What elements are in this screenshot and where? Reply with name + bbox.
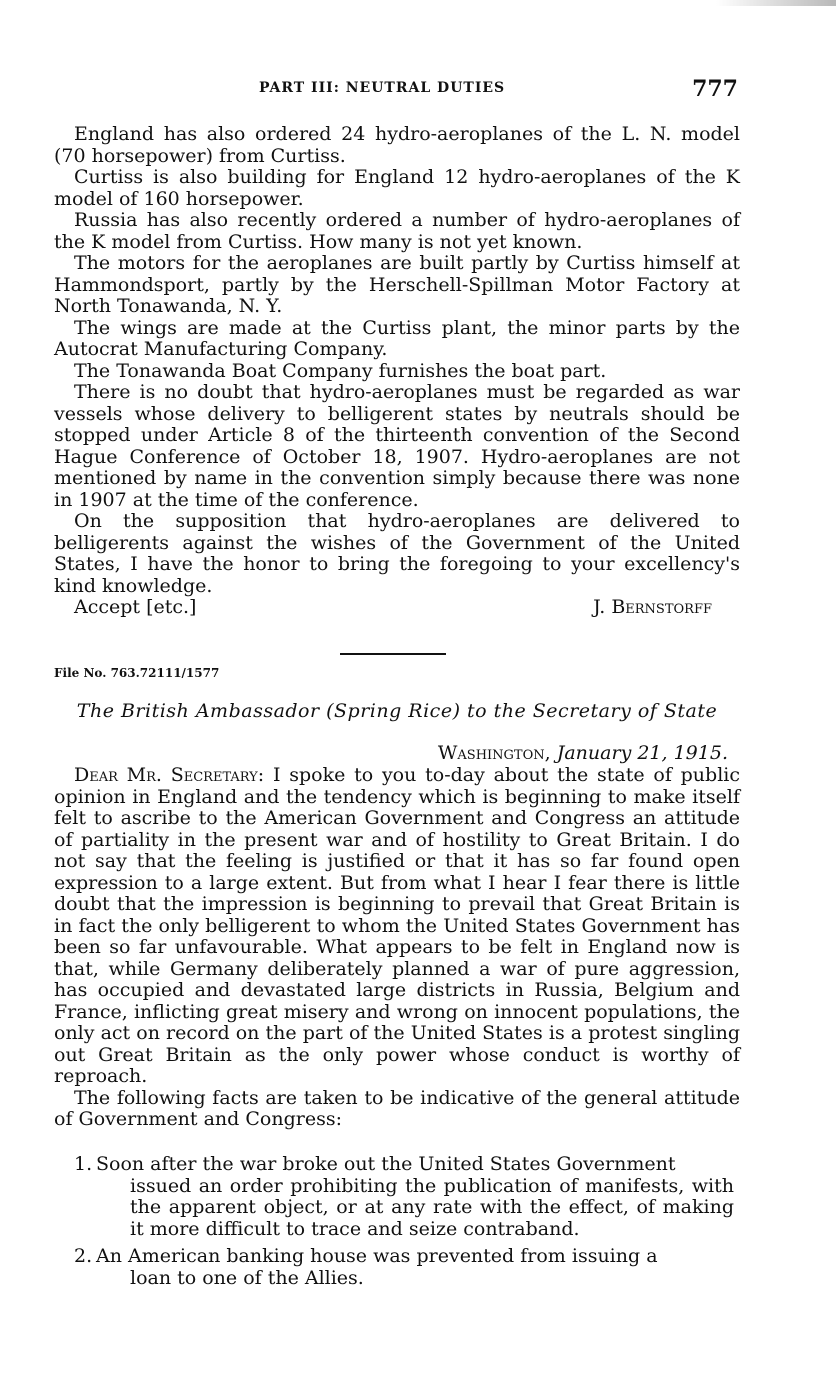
facts-list [74, 1154, 734, 1295]
paragraph: The wings are made at the Curtiss plant, the minor parts by the Autocrat Manufacturing Company. [54, 316, 740, 360]
scan-edge-artifact [716, 0, 836, 6]
dateline [438, 742, 728, 764]
document-title: The British Ambassador (Spring Rice) to the Secretary of State [76, 700, 718, 722]
list-number: 1. [74, 1153, 93, 1175]
list-item-continuation: issued an order prohibiting the publication of manifests, with the apparent object, or at any rate with the effect, of making it more difficult to trace and seize contraband. [130, 1174, 734, 1240]
closing-accept: Accept [etc.] [74, 596, 197, 618]
letter-paragraph [54, 765, 740, 1088]
page-number: 777 [692, 76, 738, 102]
dateline-place: Washington, [437, 742, 551, 764]
file-number: File No. 763.72111/1577 [54, 666, 220, 680]
paragraph: The motors for the aeroplanes are built partly by Curtiss himself at Hammondsport, partly by the Herschell-Spillman Motor Factory at North Tonawanda, N. Y. [54, 252, 740, 317]
list-number: 2. [74, 1245, 93, 1267]
list-item-continuation: loan to one of the Allies. [130, 1266, 364, 1289]
paragraph: There is no doubt that hydro-aeroplanes must be regarded as war vessels whose delivery to belligerent states by neutrals should be stopped under Article 8 of the thirteenth convention of the Second Hague Conference of October 18, 1907. Hydro-aeroplanes are not mentioned by name in the convention simply because there was none in 1907 at the time of the conference. [54, 381, 740, 511]
list-item [74, 1154, 734, 1240]
list-item [74, 1246, 734, 1289]
paragraph: The Tonawanda Boat Company furnishes the boat part. [74, 359, 607, 382]
paragraph: England has also ordered 24 hydro-aeroplanes of the L. N. model (70 horsepower) from Curtiss. [54, 123, 740, 167]
paragraph: Curtiss is also building for England 12 hydro-aeroplanes of the K model of 160 horsepower. [54, 166, 740, 210]
letter-paragraph: The following facts are taken to be indicative of the general attitude of Government and Congress: [54, 1086, 740, 1130]
letter-paragraph-text: I spoke to you to-day about the state of public opinion in England and the tendency which is beginning to make itself felt to ascribe to the American Government and Congress an attitude of partiality in the present war and of hostility to Great Britain. I do not say that the feeling is justified or that it has so far found open expression to a large extent. But from what I hear I fear there is little doubt that the impression is beginning to prevail that Great Britain is in fact the only belligerent to whom the United States Government has been so far unfavourable. What appears to be felt in England now is that, while Germany deliberately planned a war of pure aggression, has occupied and devastated large districts in Russia, Belgium and France, inflicting great misery and wrong on innocent populations, the only act on record on the part of the United States is a protest singling out Great Britain as the only power whose conduct is worthy of reproach. [54, 764, 741, 1087]
list-item-text [96, 1154, 734, 1240]
letter-body [54, 765, 740, 1131]
running-header [54, 76, 740, 106]
paragraph: On the supposition that hydro-aeroplanes are delivered to belligerents against the wishes of the Government of the United States, I have the honor to bring the foregoing to your excellency's kind knowledge. [54, 510, 740, 597]
dateline-date: January 21, 1915. [556, 742, 728, 764]
list-item-first-line: An American banking house was prevented from issuing a [96, 1245, 658, 1267]
paragraph: Russia has also recently ordered a number of hydro-aeroplanes of the K model from Curtiss. How many is not yet known. [54, 209, 740, 253]
section-divider [340, 653, 446, 655]
list-item-text [96, 1246, 734, 1289]
list-item-first-line: Soon after the war broke out the United States Government [96, 1153, 676, 1175]
closing-row [54, 597, 740, 619]
signature: J. Bernstorff [593, 596, 712, 618]
salutation: Dear Mr. Secretary: [74, 764, 265, 786]
letter-continuation [54, 124, 740, 619]
header-title: PART III: NEUTRAL DUTIES [259, 80, 506, 96]
